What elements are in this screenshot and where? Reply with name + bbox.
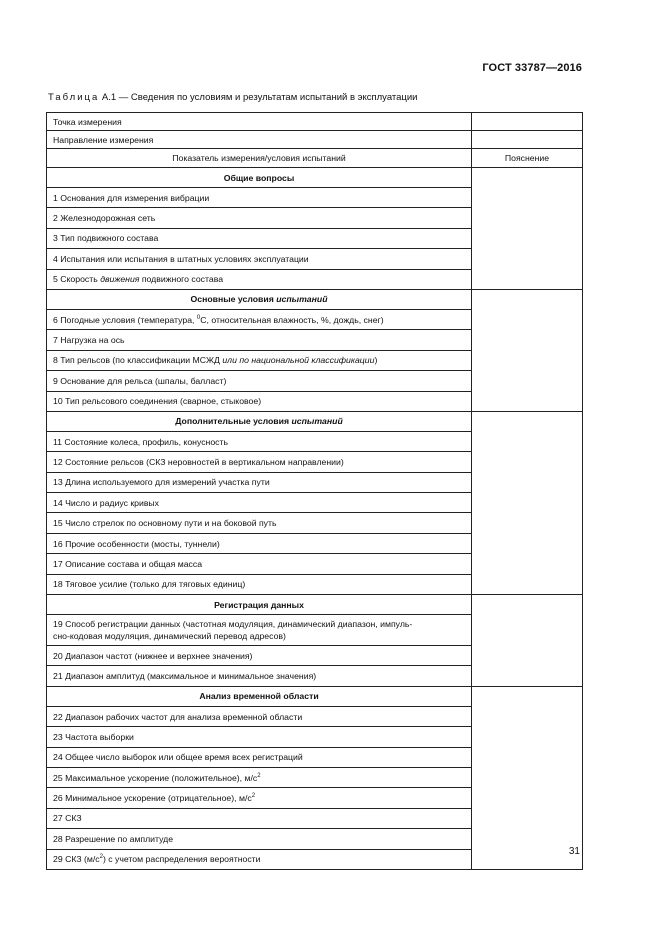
condition-item — [47, 188, 472, 208]
measurement-point-label: Точка измерения — [47, 113, 472, 131]
text-span: 4 Испытания или испытания в штатных условиях эксплуатации — [53, 253, 309, 264]
test-conditions-table — [46, 112, 583, 870]
section-row — [47, 411, 583, 431]
text-span: 9 Основание для рельса (шпалы, балласт) — [53, 375, 227, 386]
section-row — [47, 595, 583, 615]
meta-row — [47, 131, 583, 149]
measurement-direction-label: Направление измерения — [47, 131, 472, 149]
superscript: 2 — [99, 854, 103, 861]
text-span: Анализ временной области — [199, 691, 319, 702]
text-span: 7 Нагрузка на ось — [53, 335, 125, 346]
table-header-row — [47, 149, 583, 168]
superscript: 0 — [196, 314, 201, 321]
text-span: 29 СКЗ (м/с — [53, 854, 100, 865]
text-span: 23 Частота выборки — [53, 731, 134, 742]
text-span: 27 СКЗ — [53, 813, 82, 824]
text-span: 1 Основания для измерения вибрации — [53, 192, 210, 203]
text-span: ) с учетом распределения вероятности — [102, 854, 261, 865]
text-span: 5 Скорость — [53, 274, 101, 285]
text-span: 24 Общее число выборок или общее время всех регистраций — [53, 752, 303, 763]
explanation-cell — [472, 168, 583, 290]
condition-item — [47, 513, 472, 533]
measurement-direction-value — [472, 131, 583, 149]
text-span: 13 Длина используемого для измерений участка пути — [53, 477, 270, 488]
explanation-cell — [472, 686, 583, 869]
condition-item — [47, 574, 472, 594]
section-title — [47, 168, 472, 188]
condition-item — [47, 767, 472, 787]
condition-item — [47, 666, 472, 686]
text-span: Дополнительные условия — [175, 416, 292, 427]
condition-item — [47, 431, 472, 451]
condition-item — [47, 371, 472, 391]
text-span: 25 Максимальное ускорение (положительное), м/с — [53, 772, 258, 783]
text-span: 17 Описание состава и общая масса — [53, 558, 203, 569]
section-title — [47, 411, 472, 431]
condition-item — [47, 727, 472, 747]
section-title — [47, 289, 472, 309]
italic-text: движения — [100, 274, 140, 285]
superscript: 2 — [257, 772, 261, 779]
measurement-point-value — [472, 113, 583, 131]
explanation-cell — [472, 595, 583, 687]
condition-item — [47, 269, 472, 289]
condition-item — [47, 829, 472, 849]
section-title — [47, 686, 472, 706]
header-explanation: Пояснение — [472, 149, 583, 168]
section-row — [47, 289, 583, 309]
standard-id: ГОСТ 33787—2016 — [482, 62, 582, 74]
caption-lead: Таблица — [48, 92, 100, 103]
condition-item — [47, 849, 472, 869]
text-span: 8 Тип рельсов (по классификации МСЖД — [53, 355, 223, 366]
text-span: 21 Диапазон амплитуд (максимальное и минимальное значения) — [53, 671, 317, 682]
section-title — [47, 595, 472, 615]
text-span: 22 Диапазон рабочих частот для анализа временной области — [53, 711, 303, 722]
page-number: 31 — [568, 846, 580, 857]
condition-item — [47, 747, 472, 767]
text-span: 15 Число стрелок по основному пути и на боковой путь — [53, 518, 277, 529]
condition-item — [47, 249, 472, 269]
text-span: Регистрация данных — [214, 599, 304, 610]
text-span: 3 Тип подвижного состава — [53, 233, 159, 244]
italic-text: испытаний — [291, 416, 343, 427]
condition-item — [47, 330, 472, 350]
header-indicator: Показатель измерения/условия испытаний — [47, 149, 472, 168]
text-span: Общие вопросы — [223, 172, 295, 183]
condition-item — [47, 554, 472, 574]
explanation-cell — [472, 289, 583, 411]
condition-item — [47, 452, 472, 472]
condition-item — [47, 228, 472, 248]
text-span: 12 Состояние рельсов (СКЗ неровностей в вертикальном направлении) — [53, 456, 344, 467]
text-span: 11 Состояние колеса, профиль, конусность — [53, 436, 229, 447]
condition-item — [47, 808, 472, 828]
condition-item — [47, 350, 472, 370]
condition-item — [47, 533, 472, 553]
text-span: ) — [374, 355, 378, 366]
text-span: 16 Прочие особенности (мосты, туннели) — [53, 538, 220, 549]
text-span: 19 Способ регистрации данных (частотная модуляция, динамический диапазон, импуль- — [53, 619, 413, 630]
text-span: 14 Число и радиус кривых — [53, 497, 160, 508]
condition-item — [47, 472, 472, 492]
text-span: С, относительная влажность, %, дождь, снег) — [200, 314, 384, 325]
text-span: Основные условия — [190, 294, 277, 305]
text-span: подвижного состава — [139, 274, 224, 285]
text-span: 18 Тяговое усилие (только для тяговых единиц) — [53, 579, 246, 590]
text-span: 10 Тип рельсового соединения (сварное, стыковое) — [53, 396, 262, 407]
text-span: 20 Диапазон частот (нижнее и верхнее значения) — [53, 650, 253, 661]
meta-row — [47, 113, 583, 131]
condition-item — [47, 615, 472, 646]
condition-item — [47, 391, 472, 411]
caption-text: А.1 — Сведения по условиям и результатам испытаний в эксплуатации — [99, 92, 418, 103]
italic-text: или по национальной классификации — [222, 355, 375, 366]
explanation-cell — [472, 411, 583, 594]
condition-item — [47, 646, 472, 666]
condition-item — [47, 309, 472, 329]
condition-item — [47, 706, 472, 726]
section-row — [47, 168, 583, 188]
superscript: 2 — [251, 793, 256, 800]
table-caption — [48, 92, 417, 103]
text-span: 2 Железнодорожная сеть — [53, 213, 156, 224]
section-row — [47, 686, 583, 706]
text-span: 28 Разрешение по амплитуде — [53, 833, 174, 844]
condition-item — [47, 788, 472, 808]
condition-item — [47, 208, 472, 228]
text-span: 26 Минимальное ускорение (отрицательное), м/с — [53, 793, 252, 804]
condition-item — [47, 493, 472, 513]
text-span: сно-кодовая модуляция, динамический перевод адресов) — [53, 631, 286, 642]
italic-text: испытаний — [276, 294, 328, 305]
text-span: 6 Погодные условия (температура, — [53, 314, 197, 325]
